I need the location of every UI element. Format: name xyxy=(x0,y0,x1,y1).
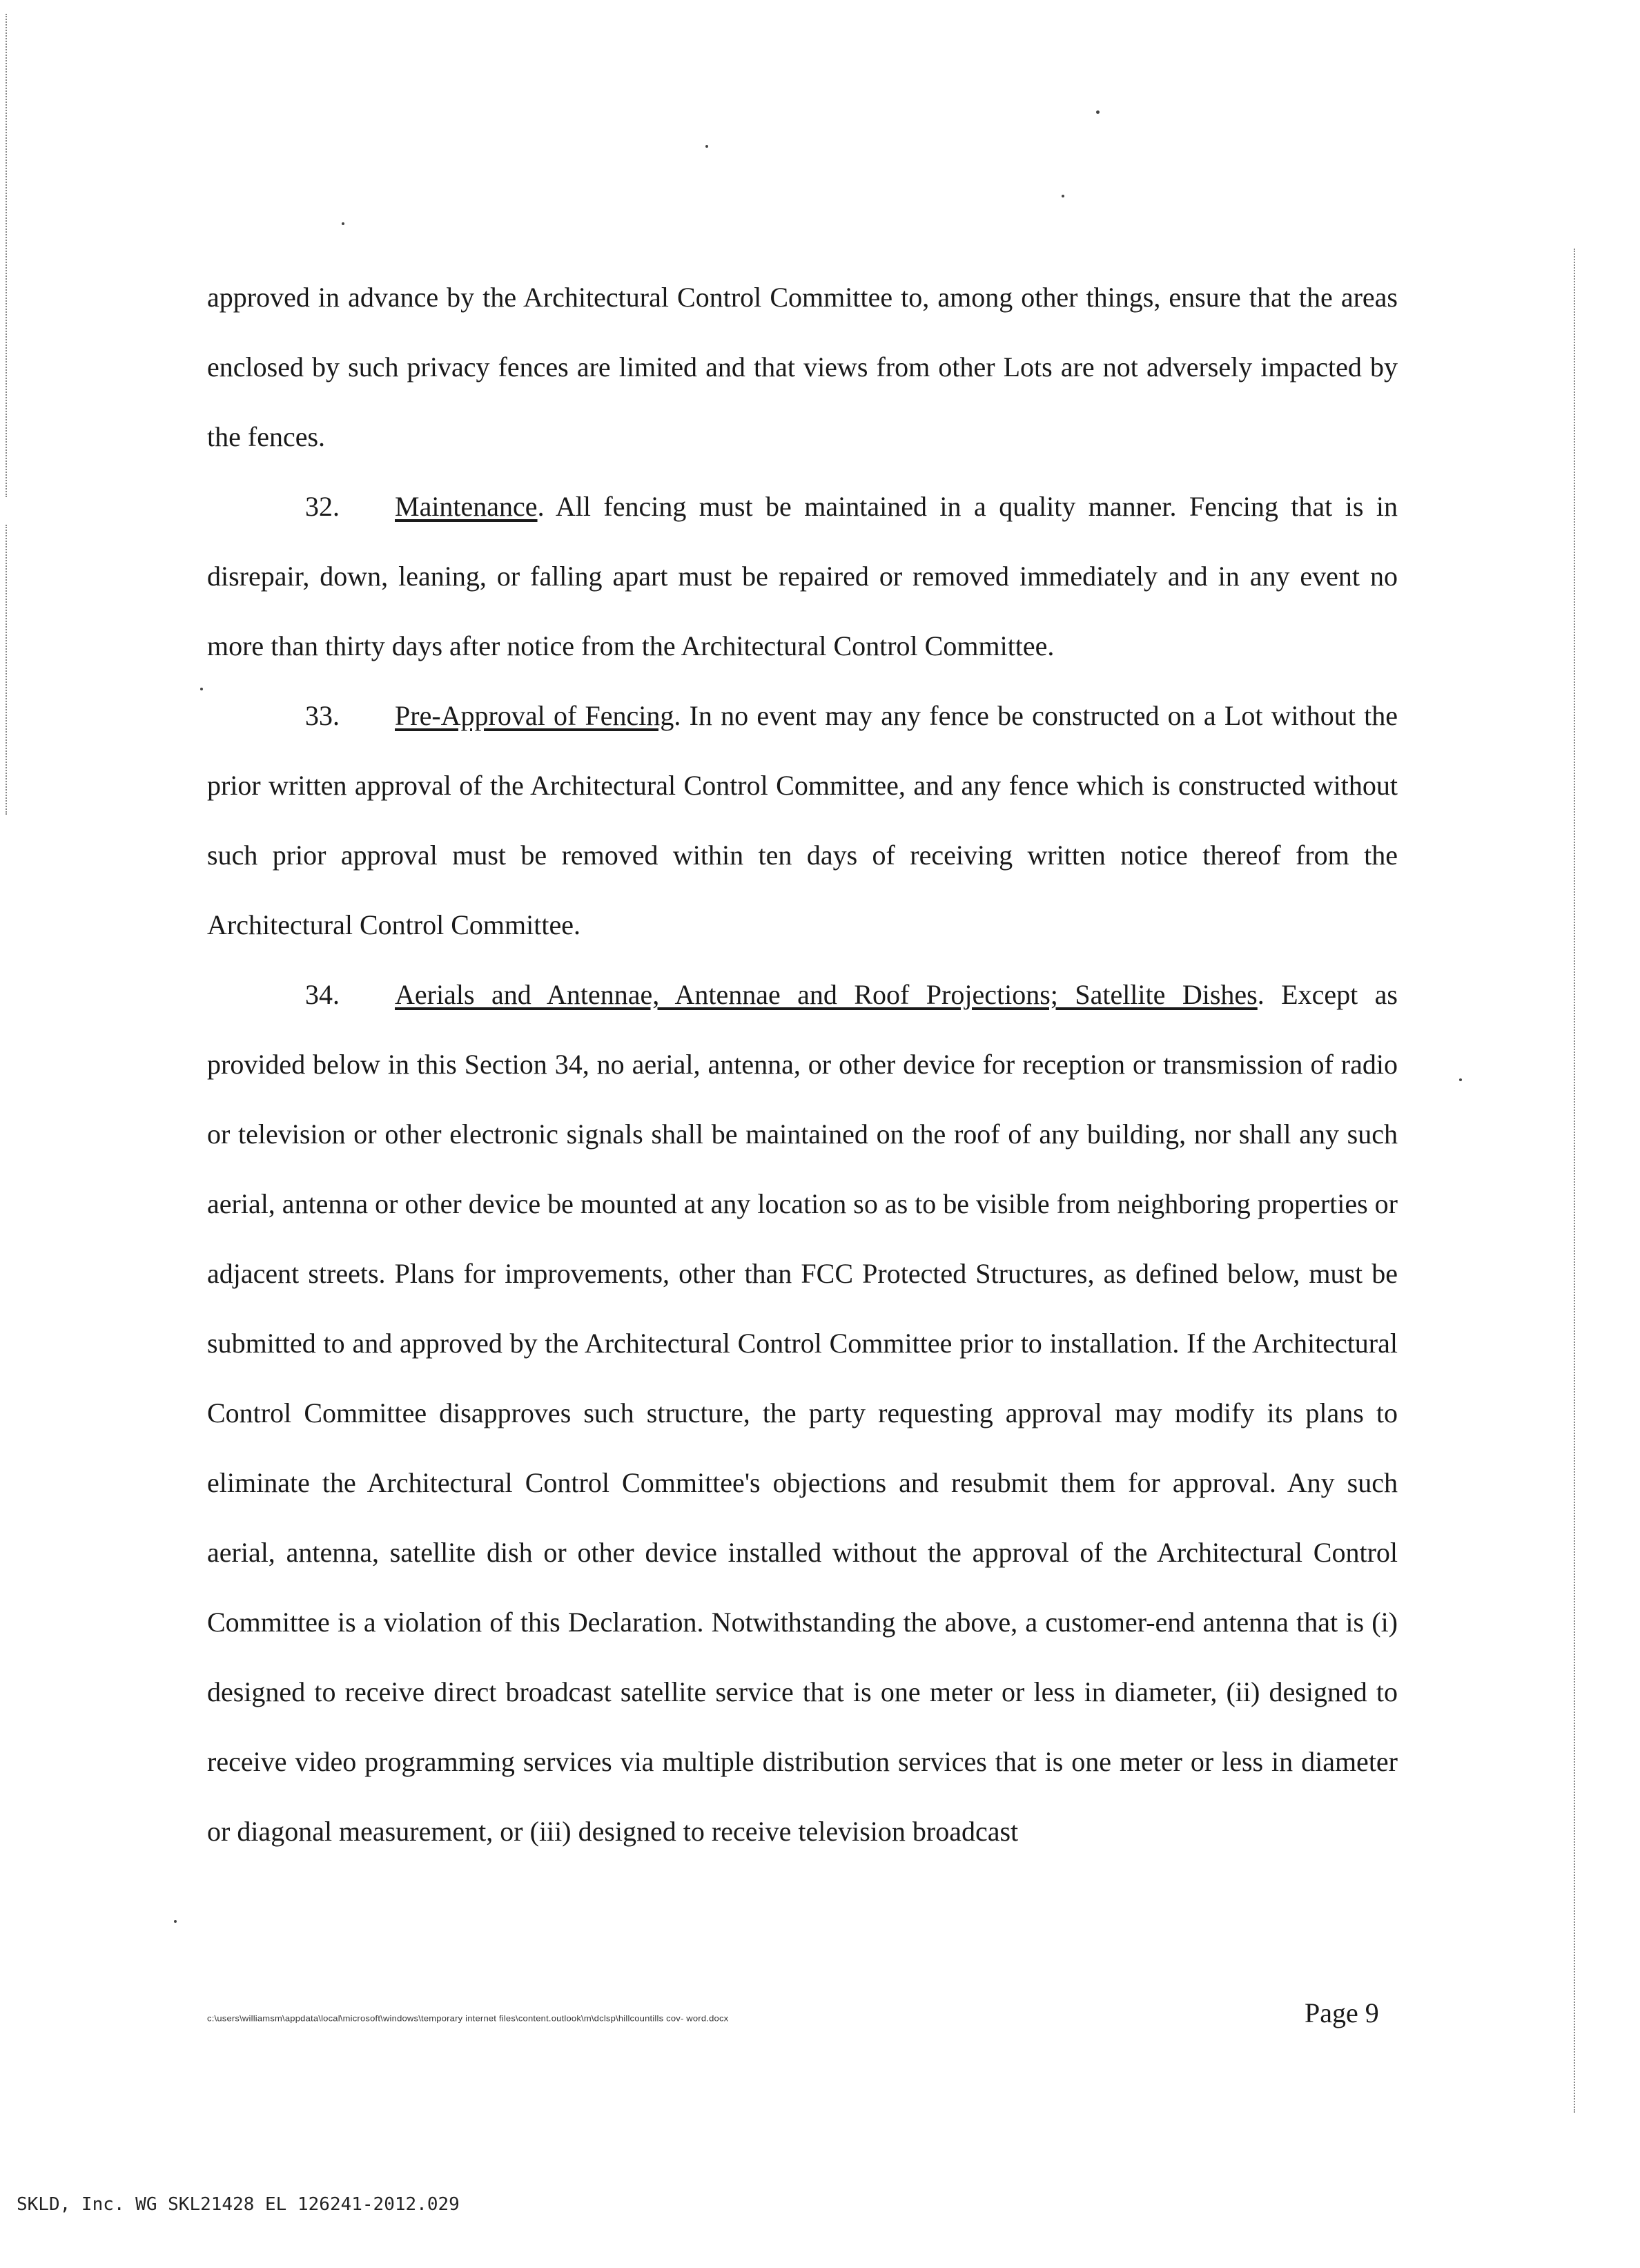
footer-file-path: c:\users\williamsm\appdata\local\microsoft\windows\temporary internet files\content.outlook\m\dclsp\hillcountills cov- word.docx xyxy=(207,2013,729,2024)
scan-speck xyxy=(705,145,708,148)
section-number: 33. xyxy=(305,700,340,731)
scan-speck xyxy=(1096,110,1100,114)
scan-speck xyxy=(1459,1078,1462,1081)
paragraph-34 xyxy=(207,960,1398,1866)
section-heading: Aerials and Antennae, Antennae and Roof Projections; Satellite Dishes xyxy=(395,979,1258,1010)
scan-speck xyxy=(200,688,203,690)
paragraph-text: . Except as provided below in this Section 34, no aerial, antenna, or other device for reception or transmission of radio or television or other electronic signals shall be maintained on the roof of any building, nor shall any such aerial, antenna or other device be mounted at any location so as to be visible from neighboring properties or adjacent streets. Plans for improvements, other than FCC Protected Structures, as defined below, must be submitted to and approved by the Architectural Control Committee prior to installation. If the Architectural Control Committee disapproves such structure, the party requesting approval may modify its plans to eliminate the Architectural Control Committee's objections and resubmit them for approval. Any such aerial, antenna, satellite dish or other device installed without the approval of the Architectural Control Committee is a violation of this Declaration. Notwithstanding the above, a customer-end antenna that is (i) designed to receive direct broadcast satellite service that is one meter or less in diameter, (ii) designed to receive video programming services via multiple distribution services that is one meter or less in diameter or diagonal measurement, or (iii) designed to receive television broadcast xyxy=(207,979,1398,1847)
paragraph-text: . All fencing must be maintained in a quality manner. Fencing that is in disrepair, down, leaning, or falling apart must be repaired or removed immediately and in any event no more than thirty days after notice from the Architectural Control Committee. xyxy=(207,491,1398,661)
paragraph-33 xyxy=(207,681,1398,960)
scan-edge-line xyxy=(1574,249,1575,2113)
scan-speck xyxy=(174,1920,177,1923)
scan-edge-line xyxy=(6,14,7,497)
paragraph-text: . In no event may any fence be constructed on a Lot without the prior written approval of the Architectural Control Committee, and any fence which is constructed without such prior approval must be removed within ten days of receiving written notice thereof from the Architectural Control Committee. xyxy=(207,700,1398,940)
section-heading: Pre-Approval of Fencing xyxy=(395,700,674,731)
scan-speck xyxy=(1062,195,1064,197)
section-heading: Maintenance xyxy=(395,491,538,522)
document-body xyxy=(207,262,1398,1866)
scan-stamp: SKLD, Inc. WG SKL21428 EL 126241-2012.029 xyxy=(17,2194,460,2215)
scan-edge-line xyxy=(6,525,7,815)
scan-speck xyxy=(342,222,344,225)
paragraph-32 xyxy=(207,472,1398,681)
paragraph-continuation xyxy=(207,262,1398,472)
section-number: 32. xyxy=(305,491,340,522)
page-number: Page 9 xyxy=(1305,1997,1379,2028)
paragraph-text: approved in advance by the Architectural Control Committee to, among other things, ensure that the areas enclosed by such privacy fences are limited and that views from other Lots are not adversely impacted by the fences. xyxy=(207,282,1398,452)
section-number: 34. xyxy=(305,979,340,1010)
